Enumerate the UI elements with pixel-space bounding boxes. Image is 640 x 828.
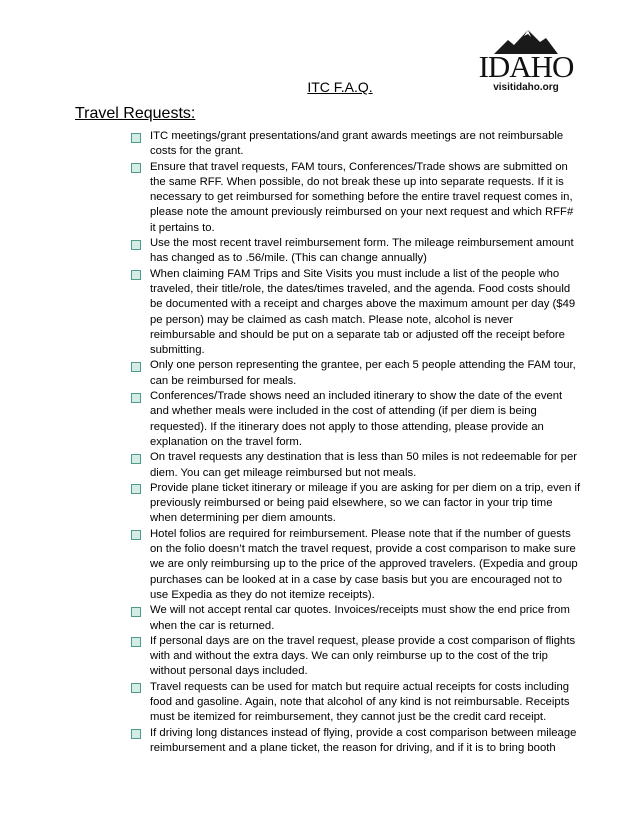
list-item bbox=[131, 267, 581, 359]
square-bullet-icon bbox=[131, 393, 141, 403]
list-item bbox=[131, 236, 581, 267]
list-item bbox=[131, 634, 581, 680]
list-item-text: Conferences/Trade shows need an included itinerary to show the date of the event and whether meals were included in the cost of attending (if per diem is being requested). If the itinerary does not apply to those attending, please provide an explanation on the travel form. bbox=[150, 390, 563, 448]
list-item bbox=[131, 726, 581, 757]
square-bullet-icon bbox=[131, 607, 141, 617]
square-bullet-icon bbox=[131, 133, 141, 143]
list-item-text: Hotel folios are required for reimbursement. Please note that if the number of guests on the folio doesn’t match the travel request, provide a cost comparison to make sure we are only reimbursing up to the price of the approved travelers. (Expedia and group purchases can be looked at in a case by case basis but you are encouraged not to use Expedia as they do not itemize receipts). bbox=[150, 527, 578, 601]
square-bullet-icon bbox=[131, 270, 141, 280]
faq-list bbox=[131, 129, 581, 756]
square-bullet-icon bbox=[131, 163, 141, 173]
list-item-text: If personal days are on the travel request, please provide a cost comparison of flights with and without the extra days. We can only reimburse up to the cost of the trip without personal days included. bbox=[150, 634, 576, 678]
list-item bbox=[131, 603, 581, 634]
list-item-text: When claiming FAM Trips and Site Visits you must include a list of the people who traveled, their title/role, the dates/times traveled, and the agenda. Food costs should be documented with a receipt and charges above the maximum amount per day ($49 pe person) may be claimed as cash match. Please note, alcohol is never reimbursable and should be put on a separate tab or adjusted off the receipt before submitting. bbox=[150, 267, 576, 357]
list-item-text: Provide plane ticket itinerary or mileage if you are asking for per diem on a trip, even if previously reimbursed or being paid elsewhere, so we can factor in your trip time when determining per diem amounts. bbox=[150, 481, 581, 525]
page-title: ITC F.A.Q. bbox=[307, 79, 373, 95]
list-item-text: Use the most recent travel reimbursement form. The mileage reimbursement amount has changed as to .56/mile. (This can change annually) bbox=[150, 237, 574, 265]
list-item bbox=[131, 358, 581, 389]
square-bullet-icon bbox=[131, 637, 141, 647]
list-item bbox=[131, 129, 581, 160]
list-item bbox=[131, 160, 581, 236]
section-heading: Travel Requests: bbox=[75, 105, 196, 122]
list-item bbox=[131, 389, 581, 450]
logo-url: visitidaho.org bbox=[493, 82, 559, 93]
square-bullet-icon bbox=[131, 454, 141, 464]
square-bullet-icon bbox=[131, 530, 141, 540]
list-item-text: Only one person representing the grantee, per each 5 people attending the FAM tour, can be reimbursed for meals. bbox=[150, 359, 576, 387]
list-item bbox=[131, 680, 581, 726]
list-item-text: On travel requests any destination that is less than 50 miles is not redeemable for per diem. You can get mileage reimbursed but not meals. bbox=[150, 451, 577, 479]
list-item bbox=[131, 527, 581, 603]
list-item-text: If driving long distances instead of flying, provide a cost comparison between mileage reimbursement and a plane ticket, the reason for driving, and if it is to bring booth bbox=[150, 726, 577, 754]
square-bullet-icon bbox=[131, 362, 141, 372]
list-item-text: ITC meetings/grant presentations/and grant awards meetings are not reimbursable costs for the grant. bbox=[150, 130, 564, 158]
list-item-text: Ensure that travel requests, FAM tours, Conferences/Trade shows are submitted on the same RFF. When possible, do not break these up into separate requests. If it is necessary to get reimbursed for something before the entire travel request comes in, please note the amount previously reimbursed on your next request and which RFF# it pertains to. bbox=[150, 160, 574, 234]
list-item bbox=[131, 450, 581, 481]
list-item-text: Travel requests can be used for match but require actual receipts for costs including food and gasoline. Again, note that alcohol of any kind is not reimbursable. Receipts must be itemized for reimbursement, they cannot just be the credit card receipt. bbox=[150, 680, 570, 724]
list-item bbox=[131, 481, 581, 527]
logo-wordmark: IDAHO bbox=[478, 49, 574, 84]
list-item-text: We will not accept rental car quotes. Invoices/receipts must show the end price from when the car is returned. bbox=[150, 604, 570, 632]
square-bullet-icon bbox=[131, 484, 141, 494]
square-bullet-icon bbox=[131, 240, 141, 250]
square-bullet-icon bbox=[131, 683, 141, 693]
square-bullet-icon bbox=[131, 729, 141, 739]
